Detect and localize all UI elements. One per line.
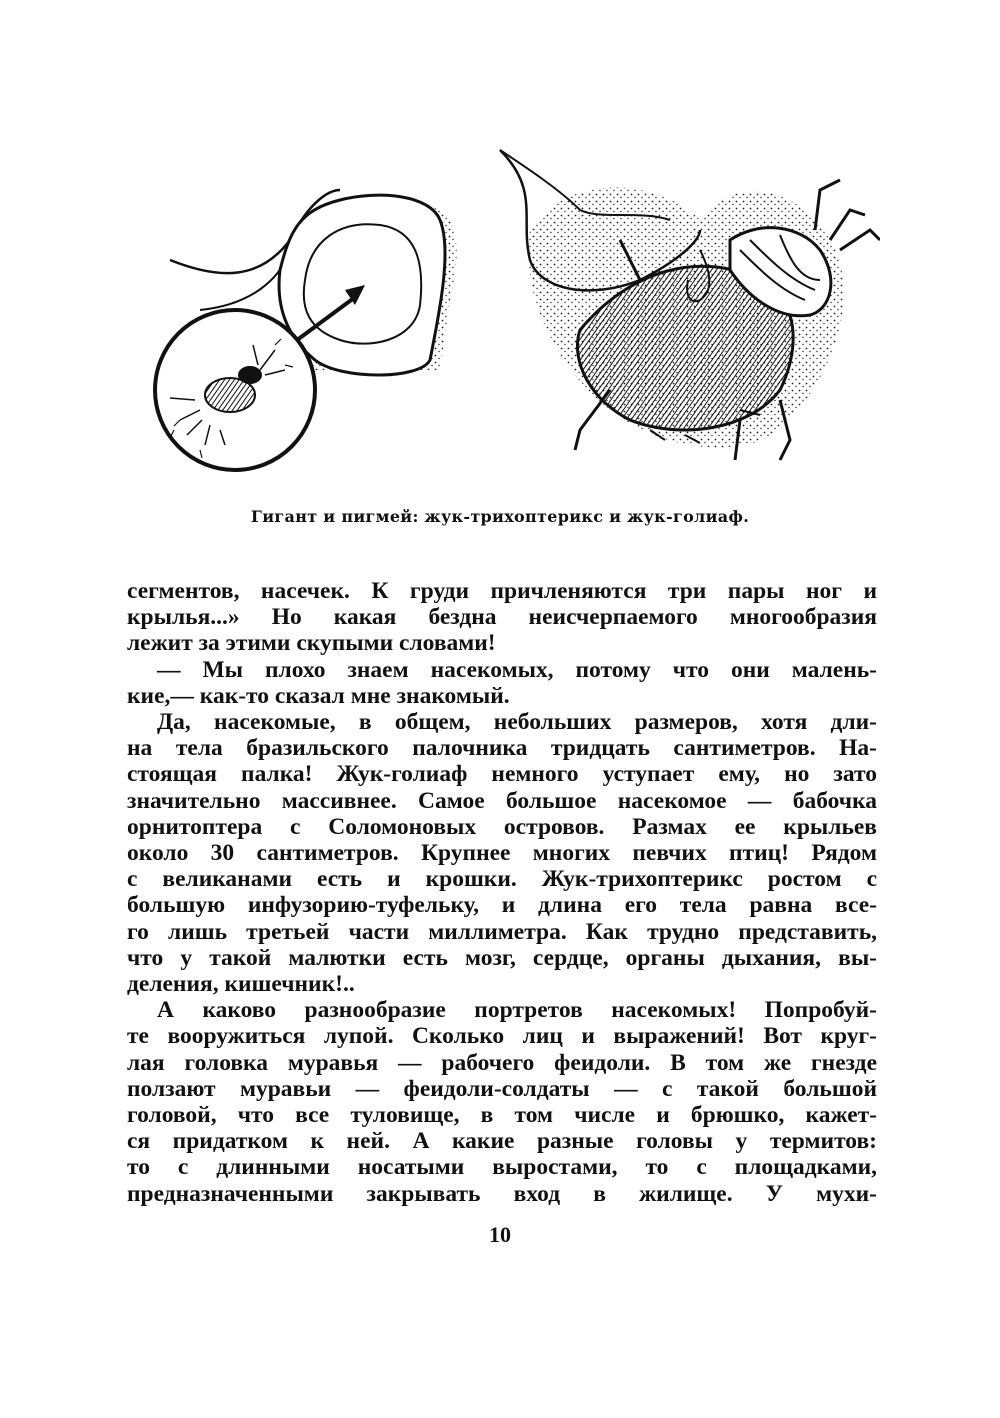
text-line: Да, насекомые, в общем, небольших размеров, хотя дли- <box>157 709 877 736</box>
text-line: — Мы плохо знаем насекомых, потому что они малень- <box>157 656 877 683</box>
text-line: крылья...» Но какая бездна неисчерпаемого многообразия <box>127 604 877 631</box>
text-line: то с длинными носатыми выростами, то с площадками, <box>127 1154 877 1181</box>
text-line: с великанами есть и крошки. Жук-трихоптерикс ростом с <box>127 866 877 893</box>
text-line: А каково разнообразие портретов насекомых! Попробуй- <box>157 997 877 1024</box>
body-text <box>127 578 877 1207</box>
text-line: на тела бразильского палочника тридцать сантиметров. На- <box>127 735 877 762</box>
hand-with-goliath-beetle <box>500 150 880 460</box>
text-line: лежит за этими скупыми словами! <box>127 630 496 657</box>
text-line: лая головка муравья — рабочего феидоли. В том же гнезде <box>127 1049 877 1076</box>
text-line: го лишь третьей части миллиметра. Как трудно представить, <box>127 918 877 945</box>
text-line: ползают муравьи — феидоли-солдаты — с такой большой <box>127 1075 877 1102</box>
page-number: 10 <box>489 1222 511 1247</box>
text-line: те вооружиться лупой. Сколько лиц и выражений! Вот круг- <box>127 1023 877 1050</box>
giant-and-pygmy-illustration <box>140 130 880 480</box>
magnifier-circle <box>155 310 315 470</box>
text-line: кие,— как-то сказал мне знакомый. <box>127 682 510 709</box>
text-line: около 30 сантиметров. Крупнее многих певчих птиц! Рядом <box>127 840 877 867</box>
text-line: орнитоптера с Соломоновых островов. Размах ее крыльев <box>127 813 877 840</box>
figure-caption: Гигант и пигмей: жук-трихоптерикс и жук-голиаф. <box>250 507 750 526</box>
text-line: что у такой малютки есть мозг, сердце, органы дыхания, вы- <box>127 944 877 971</box>
text-line: предназначенными закрывать вход в жилище. У мухи- <box>127 1180 877 1207</box>
text-line: ся придатком к ней. А какие разные головы у термитов: <box>127 1128 877 1155</box>
text-line: сегментов, насечек. К груди причленяются три пары ног и <box>127 578 877 604</box>
text-line: деления, кишечник!.. <box>127 971 355 998</box>
text-line: большую инфузорию-туфельку, и длина его тела равна все- <box>127 892 877 919</box>
text-line: головой, что все туловище, в том числе и брюшко, кажет- <box>127 1102 877 1129</box>
text-line: значительно массивнее. Самое большое насекомое — бабочка <box>127 787 877 814</box>
text-line: стоящая палка! Жук-голиаф немного уступает ему, но зато <box>127 761 877 788</box>
